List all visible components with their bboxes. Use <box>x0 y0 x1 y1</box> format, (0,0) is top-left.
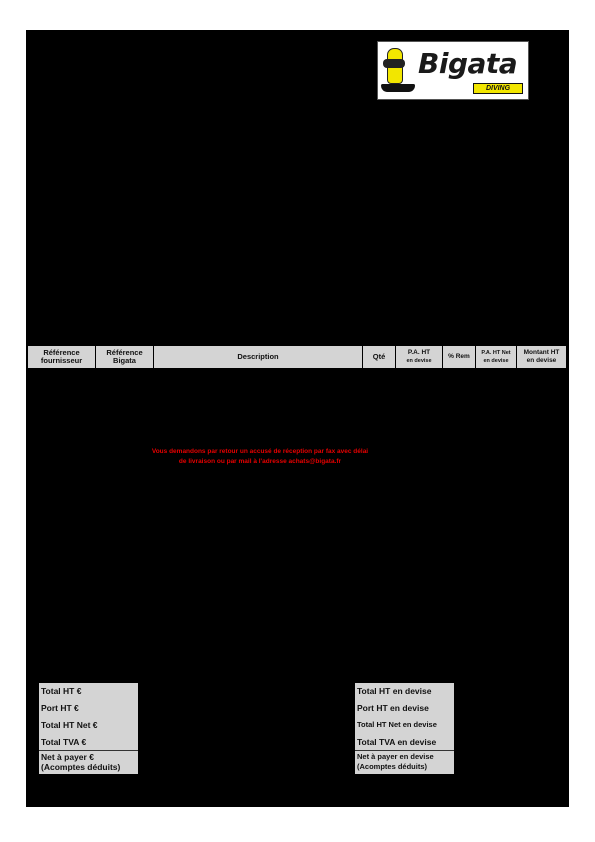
header-montant-ht: Montant HT en devise <box>517 346 566 368</box>
total-ht-devise-label: Total HT en devise <box>357 686 432 696</box>
notice-text: Vous demandons par retour un accusé de réception par fax avec délai de livraison ou par mail à l'adresse achats@bigata.fr <box>151 448 369 465</box>
header-description: Description <box>154 346 362 368</box>
logo-brand: Bigata <box>418 47 518 80</box>
net-a-payer-devise-label: Net à payer en devise <box>357 752 434 761</box>
fins-icon <box>381 84 415 92</box>
header-pa-ht: P.A. HT en devise <box>396 346 442 368</box>
header-qte: Qté <box>363 346 395 368</box>
header-ref-bigata: Référence Bigata <box>96 346 153 368</box>
totals-devise-box <box>355 683 454 774</box>
net-a-payer-eur-label: Net à payer € <box>41 752 94 762</box>
acomptes-eur-label: (Acomptes déduits) <box>41 762 121 772</box>
totals-devise-divider <box>355 750 454 751</box>
totals-eur-box <box>39 683 138 774</box>
total-ht-eur-label: Total HT € <box>41 686 82 696</box>
port-ht-eur-label: Port HT € <box>41 703 79 713</box>
total-tva-devise-label: Total TVA en devise <box>357 737 437 747</box>
header-ref-fournisseur: Référence fournisseur <box>28 346 95 368</box>
bigata-logo <box>377 41 529 100</box>
total-ht-net-eur-label: Total HT Net € <box>41 720 98 730</box>
port-ht-devise-label: Port HT en devise <box>357 703 429 713</box>
header-rem: % Rem <box>443 346 475 368</box>
total-tva-eur-label: Total TVA € <box>41 737 87 747</box>
total-ht-net-devise-label: Total HT Net en devise <box>357 720 437 729</box>
header-pa-ht-net: P.A. HT Net en devise <box>476 346 516 368</box>
dive-mask-icon <box>383 59 405 68</box>
logo-sub: DIVING <box>473 83 523 94</box>
acomptes-devise-label: (Acomptes déduits) <box>357 762 428 771</box>
totals-eur-divider <box>39 750 138 751</box>
